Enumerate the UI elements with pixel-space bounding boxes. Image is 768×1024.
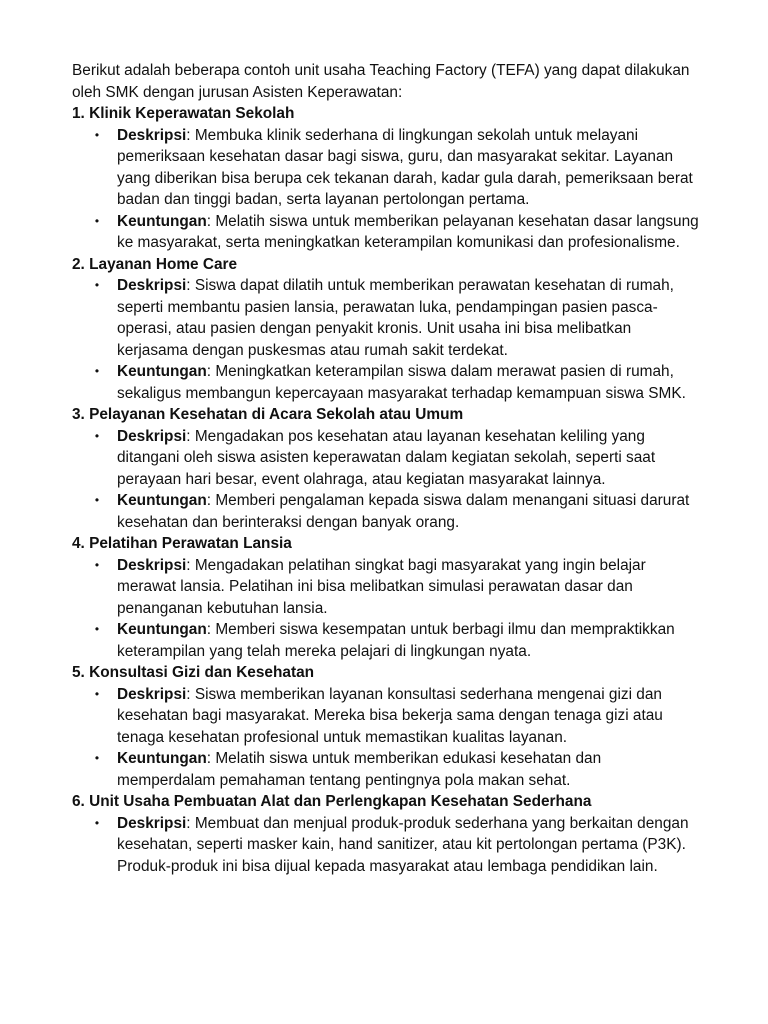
bullet-list xyxy=(72,275,702,404)
item-text: : Membuat dan menjual produk-produk sederhana yang berkaitan dengan kesehatan, seperti masker kain, hand sanitizer, atau kit pertolongan pertama (P3K). Produk-produk ini bisa dijual kepada masyarakat atau lembaga pendidikan lain. xyxy=(117,814,689,875)
item-term: Deskripsi xyxy=(117,427,187,445)
section-heading: 4. Pelatihan Perawatan Lansia xyxy=(72,535,292,552)
list-item xyxy=(72,211,702,254)
list-item xyxy=(72,426,702,491)
section-heading: 5. Konsultasi Gizi dan Kesehatan xyxy=(72,664,315,681)
bullet-icon: • xyxy=(94,127,100,142)
bullet-icon: • xyxy=(94,493,100,507)
item-text: : Siswa memberikan layanan konsultasi sederhana mengenai gizi dan kesehatan bagi masyarakat. Mereka bisa bekerja sama dengan tenaga gizi atau tenaga kesehatan profesional untuk memastikan kualitas layanan. xyxy=(117,685,663,746)
item-term: Keuntungan xyxy=(117,212,207,230)
list-item xyxy=(72,125,702,211)
list-item xyxy=(72,361,702,404)
item-text: : Memberi siswa kesempatan untuk berbagi ilmu dan mempraktikkan keterampilan yang telah mereka pelajari di lingkungan nyata. xyxy=(117,621,675,660)
section-heading: 6. Unit Usaha Pembuatan Alat dan Perlengkapan Kesehatan Sederhana xyxy=(72,793,592,810)
bullet-icon: • xyxy=(94,213,100,228)
bullet-list xyxy=(72,555,702,663)
item-term: Keuntungan xyxy=(117,363,207,380)
bullet-list xyxy=(72,125,702,254)
list-item xyxy=(72,555,702,620)
bullet-icon: • xyxy=(94,622,100,636)
bullet-icon: • xyxy=(94,686,100,701)
item-term: Deskripsi xyxy=(117,277,187,294)
list-item xyxy=(72,813,702,878)
list-item xyxy=(72,684,702,749)
bullet-icon: • xyxy=(94,751,100,765)
item-term: Keuntungan xyxy=(117,492,207,509)
bullet-icon: • xyxy=(94,815,100,830)
item-text: : Melatih siswa untuk memberikan edukasi kesehatan dan memperdalam pemahaman tentang pentingnya pola makan sehat. xyxy=(117,750,602,789)
item-text: : Membuka klinik sederhana di lingkungan sekolah untuk melayani pemeriksaan kesehatan dasar bagi siswa, guru, dan masyarakat sekitar. Layanan yang diberikan bisa berupa cek tekanan darah, kadar gula darah, pemeriksaan berat badan dan tinggi badan, serta layanan pertolongan pertama. xyxy=(117,126,693,208)
section-heading: 3. Pelayanan Kesehatan di Acara Sekolah atau Umum xyxy=(72,406,464,423)
section-heading: 1. Klinik Keperawatan Sekolah xyxy=(72,105,295,122)
list-item xyxy=(72,748,702,791)
list-item xyxy=(72,490,702,533)
bullet-icon: • xyxy=(94,278,100,292)
section-heading: 2. Layanan Home Care xyxy=(72,255,238,273)
bullet-list xyxy=(72,813,702,878)
document-page xyxy=(72,60,702,877)
bullet-list xyxy=(72,684,702,792)
bullet-icon: • xyxy=(94,557,100,572)
item-term: Keuntungan xyxy=(117,750,207,767)
sections-container xyxy=(72,103,702,877)
item-text: : Siswa dapat dilatih untuk memberikan perawatan kesehatan di rumah, seperti membantu pasien lansia, perawatan luka, pendampingan pasien pasca-operasi, atau pasien dengan penyakit kronis. Unit usaha ini bisa melibatkan kerjasama dengan puskesmas atau rumah sakit terdekat. xyxy=(117,277,674,359)
bullet-list xyxy=(72,426,702,534)
bullet-icon: • xyxy=(94,364,100,378)
list-item xyxy=(72,619,702,662)
item-text: : Mengadakan pos kesehatan atau layanan kesehatan keliling yang ditangani oleh siswa asisten keperawatan dalam kegiatan sekolah, seperti saat perayaan hari besar, event olahraga, atau kegiatan masyarakat lainnya. xyxy=(117,427,656,488)
item-text: : Melatih siswa untuk memberikan pelayanan kesehatan dasar langsung ke masyarakat, serta meningkatkan keterampilan komunikasi dan profesionalisme. xyxy=(117,212,699,251)
bullet-icon: • xyxy=(94,428,100,443)
list-item xyxy=(72,275,702,361)
item-term: Deskripsi xyxy=(117,685,187,703)
item-text: : Memberi pengalaman kepada siswa dalam menangani situasi darurat kesehatan dan berinteraksi dengan banyak orang. xyxy=(117,492,690,531)
item-term: Keuntungan xyxy=(117,621,207,638)
item-term: Deskripsi xyxy=(117,126,187,144)
item-term: Deskripsi xyxy=(117,556,187,574)
item-text: : Meningkatkan keterampilan siswa dalam merawat pasien di rumah, sekaligus membangun kepercayaan masyarakat terhadap kemampuan siswa SMK. xyxy=(117,363,686,402)
item-text: : Mengadakan pelatihan singkat bagi masyarakat yang ingin belajar merawat lansia. Pelatihan ini bisa melibatkan simulasi perawatan dasar dan penanganan kebutuhan lansia. xyxy=(117,556,646,617)
intro-paragraph: Berikut adalah beberapa contoh unit usaha Teaching Factory (TEFA) yang dapat dilakukan oleh SMK dengan jurusan Asisten Keperawatan: xyxy=(72,62,690,101)
item-term: Deskripsi xyxy=(117,814,187,832)
